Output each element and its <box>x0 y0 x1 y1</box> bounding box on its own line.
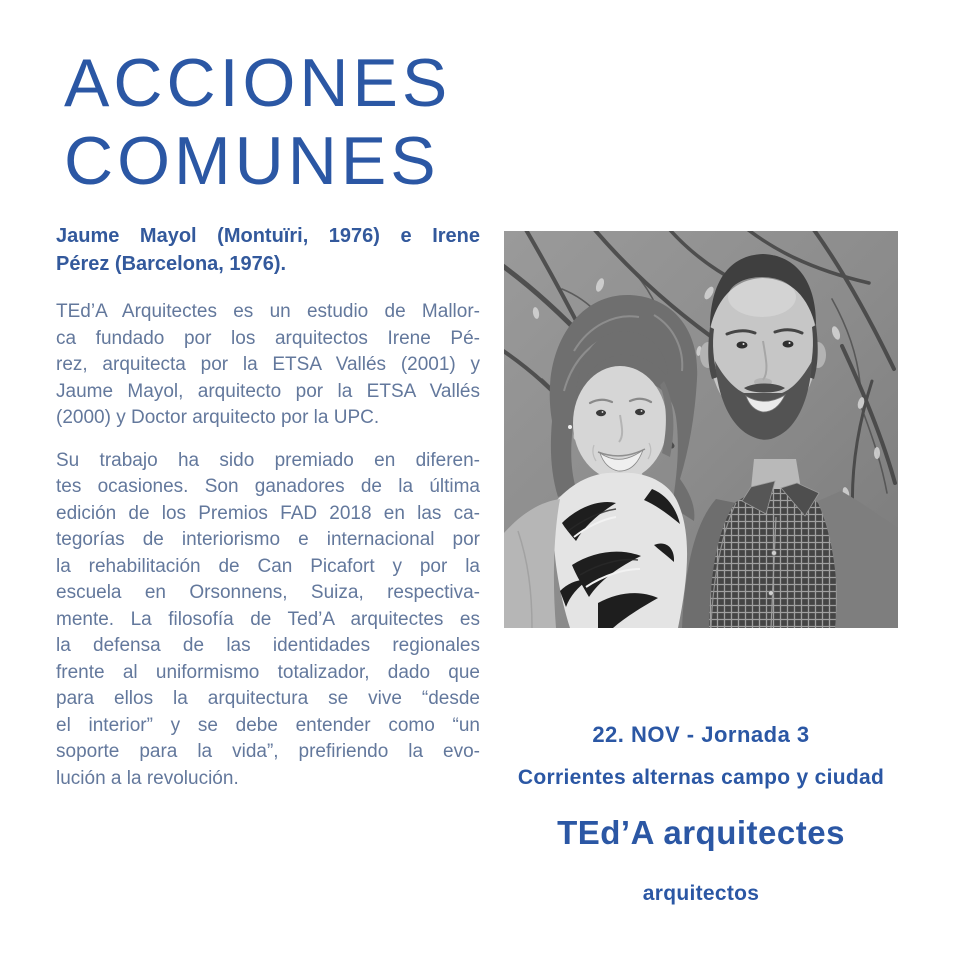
text-line: ca fundado por los arquitectos Irene Pé- <box>56 327 480 349</box>
text-line: para ellos la arquitectura se vive “desde <box>56 688 480 709</box>
text-line: TEd’A Arquitectes es un estudio de Mallor- <box>56 301 480 322</box>
title-line-1: ACCIONES <box>64 45 452 121</box>
text-line: Jaume Mayol (Montuïri, 1976) e Irene <box>56 225 480 247</box>
event-session-title: Corrientes alternas campo y ciudad <box>517 766 885 789</box>
studio-role: arquitectos <box>642 882 760 905</box>
bio-column <box>56 222 480 808</box>
portrait-photo <box>504 231 898 628</box>
portrait-photo-illustration <box>504 231 898 628</box>
studio-name: TEd’A arquitectes <box>557 814 845 851</box>
text-line: escuela en Orsonnens, Suiza, respectiva- <box>56 582 480 603</box>
poster-title <box>64 44 451 200</box>
text-line: tes ocasiones. Son ganadores de la última <box>56 476 480 497</box>
text-line: lución a la revolución. <box>56 767 239 789</box>
title-line-2: COMUNES <box>64 123 440 199</box>
text-line: tegorías de interiorismo e internacional por <box>56 529 480 550</box>
text-line: Pérez (Barcelona, 1976). <box>56 253 287 275</box>
text-line: Su trabajo ha sido premiado en diferen- <box>56 449 480 471</box>
bio-paragraph-1 <box>56 299 480 432</box>
text-line: la rehabilitación de Can Picafort y por la <box>56 555 480 577</box>
text-line: mente. La filosofía de Ted’A arquitectes es <box>56 608 480 630</box>
text-line: rez, arquitecta por la ETSA Vallés (2001) y <box>56 354 480 375</box>
text-line: la defensa de las identidades regionales <box>56 635 480 656</box>
bio-paragraph-2 <box>56 448 480 793</box>
text-line: soporte para la vida”, prefiriendo la evo- <box>56 741 480 762</box>
authors-intro <box>56 222 480 278</box>
text-line: edición de los Premios FAD 2018 en las ca- <box>56 502 480 524</box>
text-line: Jaume Mayol, arquitecto por la ETSA Vallés <box>56 380 480 402</box>
event-date: 22. NOV - Jornada 3 <box>592 722 810 747</box>
text-line: frente al uniformismo totalizador, dado que <box>56 661 480 683</box>
text-line: (2000) y Doctor arquitecto por la UPC. <box>56 407 380 428</box>
text-line: el interior” y se debe entender como “un <box>56 714 480 736</box>
